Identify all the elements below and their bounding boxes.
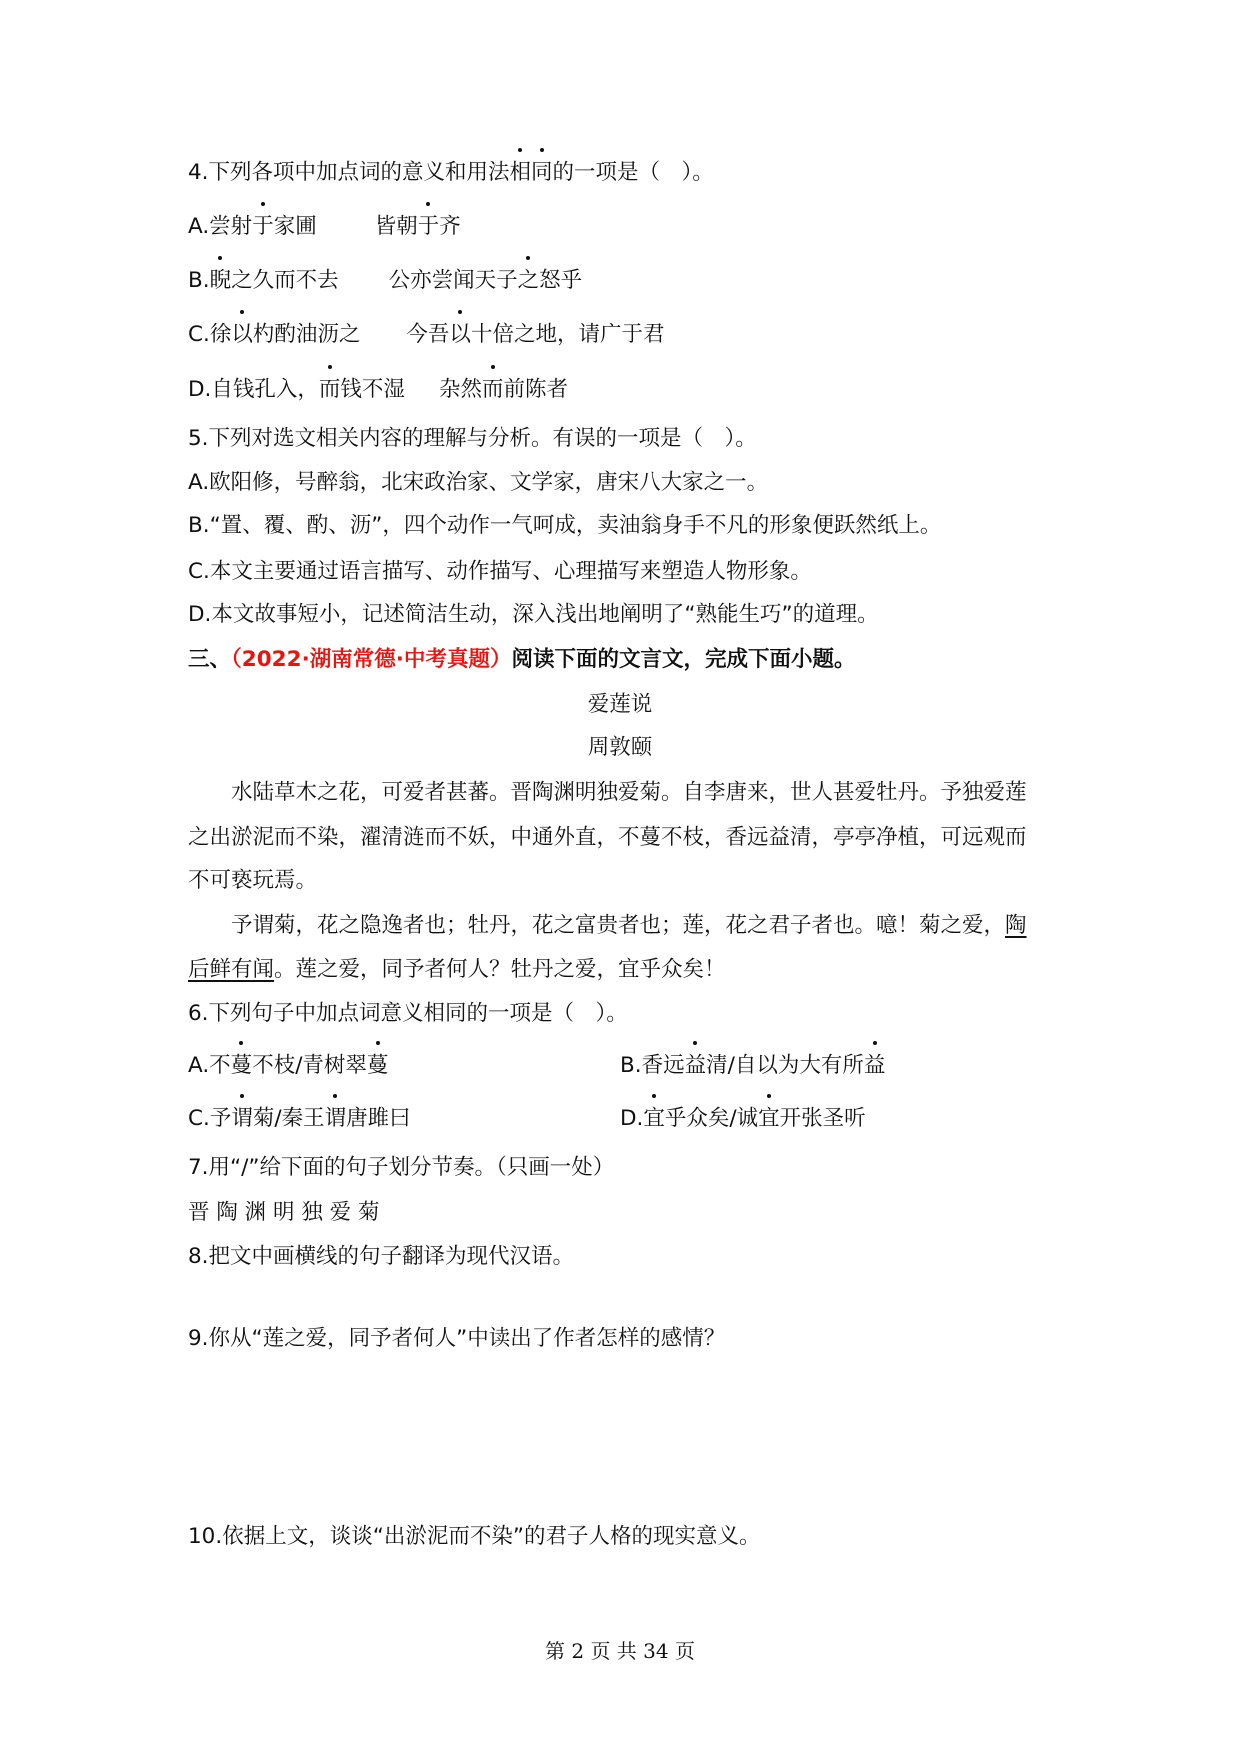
q7-sentence: 晋 陶 渊 明 独 爱 菊: [188, 1200, 380, 1225]
text: 公亦尝闻天子: [388, 268, 518, 293]
text: 唐雎曰: [346, 1106, 411, 1131]
q4-stem: [188, 158, 714, 188]
text: 的一项是（ ）。: [552, 160, 714, 185]
underlined-sentence: 陶: [1005, 913, 1027, 938]
dotted-char: 谓: [325, 1104, 347, 1134]
text: 前陈者: [503, 377, 568, 402]
text: 十倍之地，请广于君: [470, 322, 665, 347]
section-number: 三、: [188, 647, 232, 672]
q5-option-a: A.欧阳修，号醉翁，北宋政治家、文学家，唐宋八大家之一。: [188, 470, 769, 495]
dotted-char: 以: [449, 320, 471, 350]
passage-line: [188, 955, 726, 985]
q5-stem: 5.下列对选文相关内容的理解与分析。有误的一项是（ ）。: [188, 426, 757, 451]
passage-author: 周敦颐: [587, 735, 653, 760]
q6-stem: 6.下列句子中加点词意义相同的一项是（ ）。: [188, 1001, 628, 1026]
dotted-char: 同: [531, 158, 553, 188]
text: D.: [620, 1106, 644, 1131]
q10-stem: 10.依据上文，谈谈“出淤泥而不染”的君子人格的现实意义。: [188, 1524, 761, 1549]
section-heading: [188, 645, 855, 675]
dotted-char: 于: [418, 212, 440, 242]
text: B.香远: [620, 1053, 685, 1078]
q4-option-c: [188, 320, 664, 350]
text: 尝射: [209, 214, 253, 239]
dotted-char: 益: [685, 1051, 707, 1081]
q6-option-a: [188, 1051, 388, 1081]
text: A.不: [188, 1053, 231, 1078]
label: B.: [188, 268, 210, 293]
q4-option-b: [188, 266, 582, 296]
text: 家圃: [273, 214, 317, 239]
text: 清/自以为大有所: [706, 1053, 864, 1078]
text: 水陆草木之花，可爱者甚蕃。晋陶渊明独爱菊。自李唐来，世人甚爱牡丹。予独爱莲: [231, 780, 1027, 805]
q7-stem: 7.用“/”给下面的句子划分节奏。（只画一处）: [188, 1155, 615, 1180]
dotted-char: 蔓: [231, 1051, 253, 1081]
q6-option-d: [620, 1104, 866, 1134]
label: A.: [188, 214, 210, 239]
text: 乎众矣/诚: [664, 1106, 759, 1131]
q6-option-c: [188, 1104, 411, 1134]
dotted-char: 于: [252, 212, 274, 242]
q5-option-b: B.“置、覆、酌、沥”，四个动作一气呵成，卖油翁身手不凡的形象便跃然纸上。: [188, 513, 942, 538]
dotted-char: 睨: [210, 266, 232, 296]
dotted-char: 而: [319, 375, 341, 405]
text: 。莲之爱，同予者何人？牡丹之爱，宜乎众矣！: [274, 957, 726, 982]
text: 杓酌油沥之: [252, 322, 361, 347]
dotted-char: 谓: [231, 1104, 253, 1134]
text: 予谓菊，花之隐逸者也；牡丹，花之富贵者也；莲，花之君子者也。噫！菊之爱，: [231, 913, 1006, 938]
text: 4.下列各项中加点词的意义和用法: [188, 160, 510, 185]
q4-option-a: [188, 212, 461, 242]
dotted-char: 益: [864, 1051, 886, 1081]
q8-stem: 8.把文中画横线的句子翻译为现代汉语。: [188, 1244, 575, 1269]
dotted-char: 蔓: [367, 1051, 389, 1081]
q4-option-d: [188, 375, 568, 405]
text: 久而不去: [252, 268, 339, 293]
passage-line: [188, 911, 1027, 941]
q5-option-c: C.本文主要通过语言描写、动作描写、心理描写来塑造人物形象。: [188, 559, 812, 584]
text: 钱不湿: [340, 377, 405, 402]
text: 怒乎: [539, 268, 583, 293]
passage-line: 不可亵玩焉。: [188, 868, 318, 893]
dotted-char: 相: [510, 158, 532, 188]
q9-stem: 9.你从“莲之爱，同予者何人”中读出了作者怎样的感情？: [188, 1326, 726, 1351]
dotted-char: 之: [518, 266, 540, 296]
text: 菊/秦王: [252, 1106, 325, 1131]
text: 自钱孔入，: [211, 377, 319, 402]
label: D.: [188, 377, 212, 402]
q5-option-d: D.本文故事短小，记述简洁生动，深入浅出地阐明了“熟能生巧”的道理。: [188, 602, 879, 627]
passage-line: 之出淤泥而不染，濯清涟而不妖，中通外直，不蔓不枝，香远益清，亭亭净植，可远观而: [188, 825, 1027, 850]
instruction: 阅读下面的文言文，完成下面小题。: [511, 647, 856, 672]
underlined-sentence: 后鲜有闻: [188, 957, 275, 982]
passage-line: [188, 778, 1027, 808]
text: 徐: [209, 322, 232, 347]
dotted-char: 宜: [758, 1104, 780, 1134]
passage-title: 爱莲说: [587, 692, 653, 717]
source-tag: （2022·湖南常德·中考真题）: [231, 647, 512, 672]
dotted-char: 宜: [643, 1104, 665, 1134]
text: 之: [231, 268, 253, 293]
label: C.: [188, 322, 210, 347]
text: 开张圣听: [779, 1106, 866, 1131]
dotted-char: 而: [482, 375, 504, 405]
text: 齐: [439, 214, 461, 239]
text: 皆朝: [374, 214, 418, 239]
text: 今吾: [406, 322, 450, 347]
text: C.予: [188, 1106, 232, 1131]
page-footer: 第 2 页 共 34 页: [545, 1639, 695, 1663]
text: 杂然: [438, 377, 482, 402]
text: 不枝/青树翠: [252, 1053, 367, 1078]
q6-option-b: [620, 1051, 885, 1081]
dotted-char: 以: [231, 320, 253, 350]
